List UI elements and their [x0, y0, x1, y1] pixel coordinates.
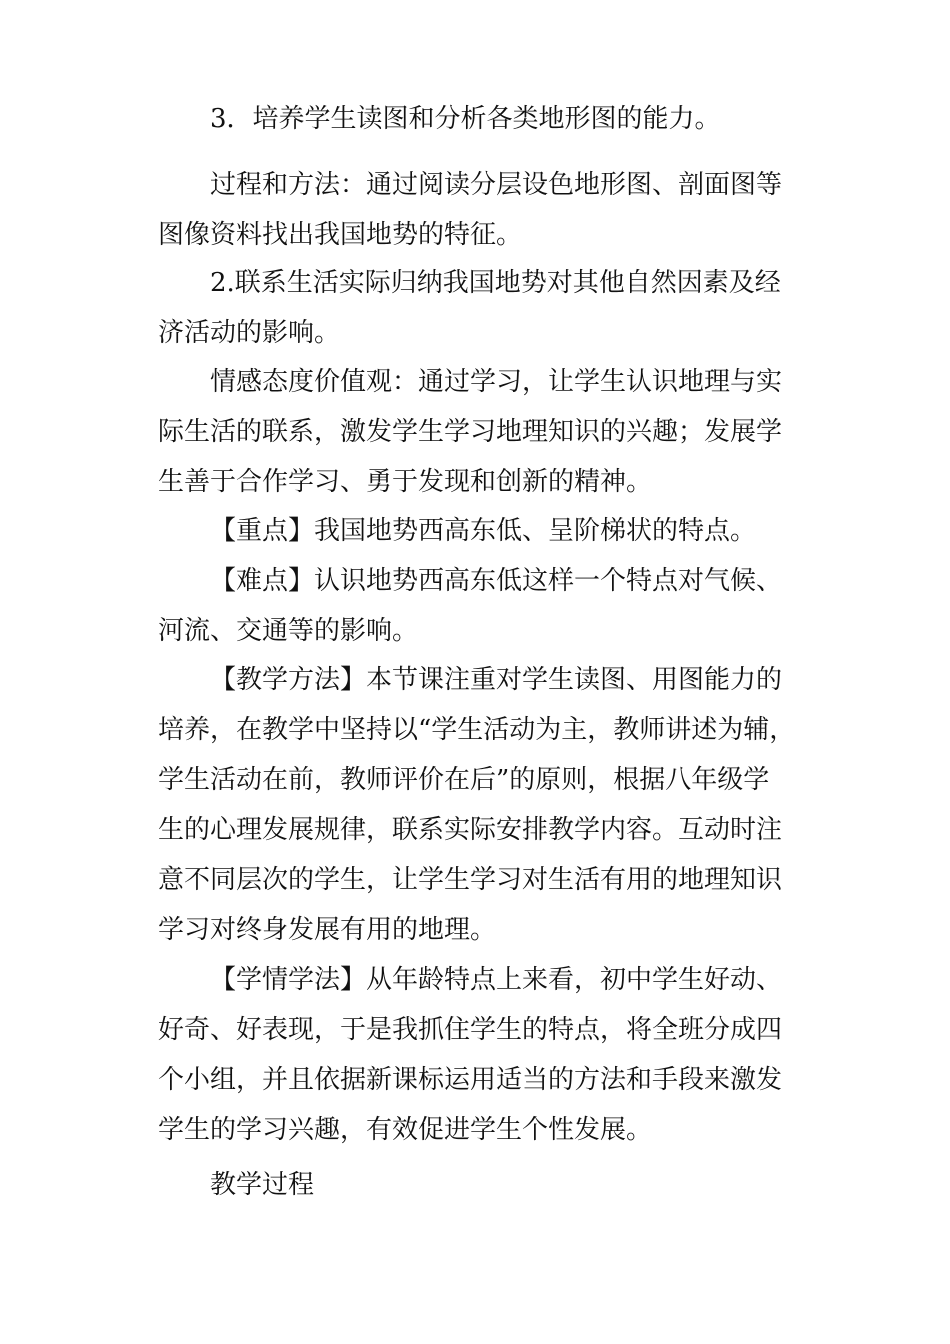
section-heading-teaching-process — [158, 1160, 798, 1210]
text-line: 情感态度价值观：通过学习，让学生认识地理与实 — [210, 367, 783, 397]
paragraph-process-2 — [158, 258, 798, 358]
text-line: 2.联系生活实际归纳我国地势对其他自然因素及经 — [210, 268, 781, 298]
text-line: 【难点】认识地势西高东低这样一个特点对气候、 — [210, 566, 783, 596]
text-line: 过程和方法：通过阅读分层设色地形图、剖面图等 — [210, 170, 783, 200]
text-line: 个小组，并且依据新课标运用适当的方法和手段来激发 — [158, 1065, 783, 1095]
text-line: 意不同层次的学生，让学生学习对生活有用的地理知识 — [158, 865, 783, 895]
text-line: 图像资料找出我国地势的特征。 — [158, 220, 523, 250]
text-line: 【重点】我国地势西高东低、呈阶梯状的特点。 — [210, 516, 757, 546]
text-line: 学生活动在前，教师评价在后”的原则，根据八年级学 — [158, 765, 770, 795]
paragraph-difficulty — [158, 556, 798, 656]
text-line: 【教学方法】本节课注重对学生读图、用图能力的 — [210, 665, 783, 695]
text-line: 济活动的影响。 — [158, 318, 341, 348]
text-line: 生善于合作学习、勇于发现和创新的精神。 — [158, 467, 653, 497]
paragraph-objective-3 — [158, 94, 798, 144]
paragraph-key-point — [158, 506, 798, 556]
paragraph-learning-method — [158, 955, 798, 1155]
text-line: 教学过程 — [210, 1170, 315, 1200]
text-line: 学习对终身发展有用的地理。 — [158, 915, 497, 945]
text-line: 【学情学法】从年龄特点上来看，初中学生好动、 — [210, 965, 783, 995]
text-line: 际生活的联系，激发学生学习地理知识的兴趣；发展学 — [158, 417, 783, 447]
text-line: 生的心理发展规律，联系实际安排教学内容。互动时注 — [158, 815, 783, 845]
paragraph-process-method — [158, 160, 798, 260]
text-line: 河流、交通等的影响。 — [158, 616, 419, 646]
text-line: 好奇、好表现，于是我抓住学生的特点，将全班分成四 — [158, 1015, 783, 1045]
text-line: 学生的学习兴趣，有效促进学生个性发展。 — [158, 1115, 653, 1145]
paragraph-teaching-method — [158, 655, 798, 955]
text-line: 培养，在教学中坚持以“学生活动为主，教师讲述为辅， — [158, 715, 796, 745]
text-line: 3．培养学生读图和分析各类地形图的能力。 — [210, 104, 721, 134]
paragraph-emotion-values — [158, 357, 798, 507]
